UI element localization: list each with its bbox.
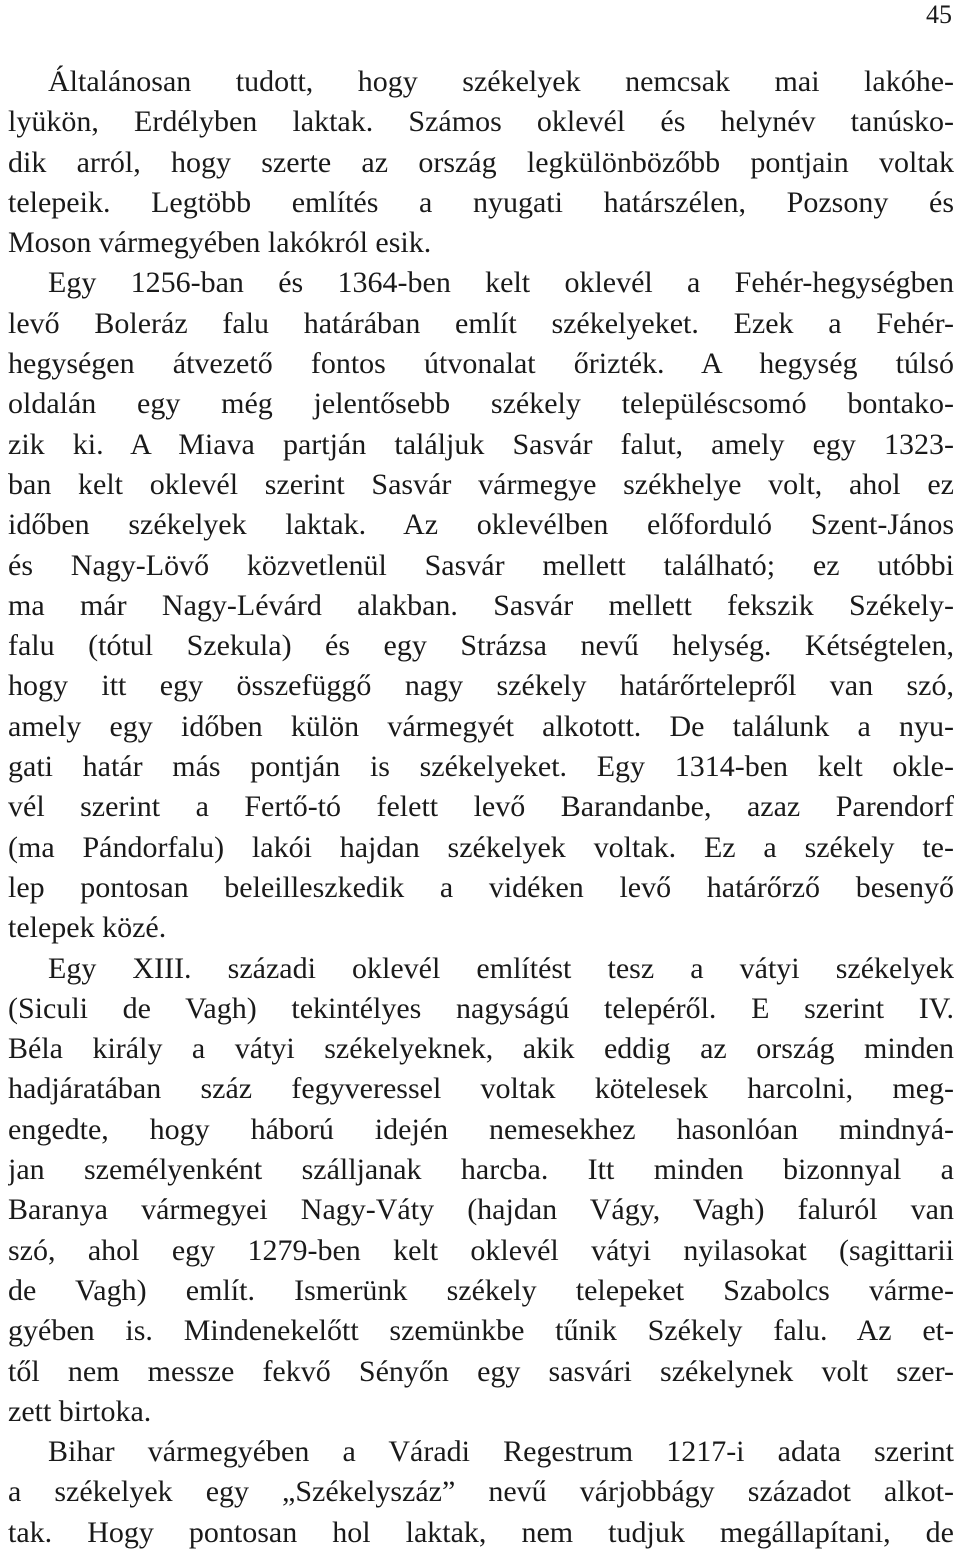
text-line: levő Boleráz falu határában említ székelyeket. Ezek a Fehér- [8,306,954,340]
text-line: telepek közé. [8,911,167,945]
text-line: Moson vármegyében lakókról esik. [8,226,432,260]
text-line: lyükön, Erdélyben laktak. Számos oklevél és helynév tanúsko- [8,105,954,139]
text-line: től nem messze fekvő Sényőn egy sasvári székelynek volt szer- [8,1354,954,1388]
page-number: 45 [926,0,952,29]
text-line: (Siculi de Vagh) tekintélyes nagyságú telepéről. E szerint IV. [8,991,954,1025]
text-line: oldalán egy még jelentősebb székely településcsomó bontako- [8,387,954,421]
text-line: a székelyek egy „Székelyszáz” nevű várjobbágy századot alkot- [8,1475,954,1509]
text-line: engedte, hogy háború idején nemesekhez hasonlóan mindnyá- [8,1112,954,1146]
text-line: dik arról, hogy szerte az ország legkülönbözőbb pontjain voltak [8,145,954,179]
text-line: telepeik. Legtöbb említés a nyugati határszélen, Pozsony és [8,185,954,219]
text-line: időben székelyek laktak. Az oklevélben előforduló Szent-János [8,508,954,542]
text-line: és Nagy-Lövő közvetlenül Sasvár mellett található; ez utóbbi [8,548,954,582]
text-line: zett birtoka. [8,1394,152,1428]
text-line: amely egy időben külön vármegyét alkotott. De találunk a nyu- [8,709,954,743]
text-line: vél szerint a Fertő-tó felett levő Barandanbe, azaz Parendorf [8,790,954,824]
text-line: Béla király a vátyi székelyeknek, akik eddig az ország minden [8,1032,954,1066]
text-line: hadjáratában száz fegyveressel voltak kötelesek harcolni, meg- [8,1072,954,1106]
text-line: ban kelt oklevél szerint Sasvár vármegye székhelye volt, ahol ez [8,467,954,501]
text-line: szó, ahol egy 1279-ben kelt oklevél vátyi nyilasokat (sagittarii [8,1233,954,1267]
text-line: Bihar vármegyében a Váradi Regestrum 1217-i adata szerint [48,1435,954,1469]
text-line: Egy XIII. századi oklevél említést tesz a vátyi székelyek [48,951,954,985]
text-line: lep pontosan beleilleszkedik a vidéken levő határőrző besenyő [8,870,954,904]
text-line: falu (tótul Szekula) és egy Strázsa nevű helység. Kétségtelen, [8,629,954,663]
text-line: hegységen átvezető fontos útvonalat őrizték. A hegység túlsó [8,347,954,381]
text-line: jan személyenként szálljanak harcba. Itt minden bizonnyal a [8,1153,954,1187]
text-line: hogy itt egy összefüggő nagy székely határőrtelepről van szó, [8,669,954,703]
text-line: (ma Pándorfalu) lakói hajdan székelyek voltak. Ez a székely te- [8,830,954,864]
text-body [8,62,954,1553]
text-line: zik ki. A Miava partján találjuk Sasvár falut, amely egy 1323- [8,427,954,461]
text-line: Baranya vármegyei Nagy-Váty (hajdan Vágy, Vagh) faluról van [8,1193,954,1227]
text-line: Egy 1256-ban és 1364-ben kelt oklevél a Fehér-hegységben [48,266,954,300]
text-line: tak. Hogy pontosan hol laktak, nem tudjuk megállapítani, de [8,1515,954,1549]
text-line: gati határ más pontján is székelyeket. Egy 1314-ben kelt okle- [8,750,954,784]
text-line: gyében is. Mindenekelőtt szemünkbe tűnik Székely falu. Az et- [8,1314,954,1348]
text-line: ma már Nagy-Lévárd alakban. Sasvár mellett fekszik Székely- [8,588,954,622]
text-line: de Vagh) említ. Ismerünk székely telepeket Szabolcs várme- [8,1273,954,1307]
text-line: Általánosan tudott, hogy székelyek nemcsak mai lakóhe- [48,65,954,98]
